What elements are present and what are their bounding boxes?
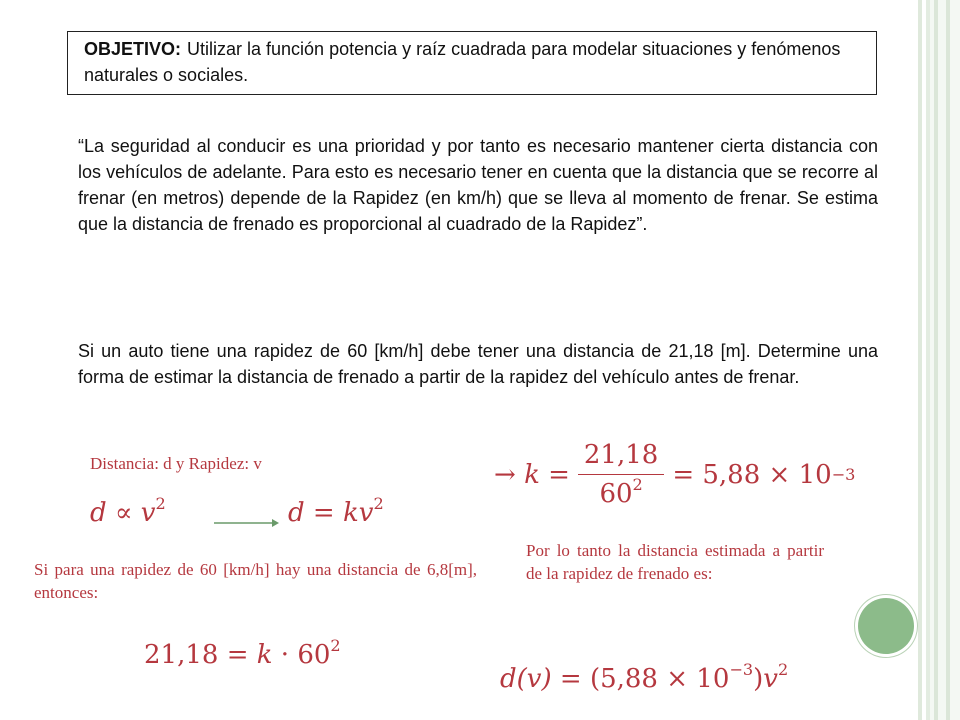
model-eq: =	[312, 498, 335, 528]
objective-text: Utilizar la función potencia y raíz cuadrada para modelar situaciones y fenómenos naturales o sociales.	[84, 39, 841, 85]
substitution-equation	[144, 635, 341, 670]
model-lhs: d	[288, 498, 305, 528]
problem-question: Si un auto tiene una rapidez de 60 [km/h] debe tener una distancia de 21,18 [m]. Determine una forma de estimar la distancia de frenado a partir de la rapidez del vehículo antes de frenar.	[78, 341, 878, 387]
decorative-circle	[858, 598, 914, 654]
prop-left: d	[90, 498, 107, 528]
problem-quote: “La seguridad al conducir es una prioridad y por tanto es necesario mantener cierta distancia con los vehículos de adelante. Para esto es necesario tener en cuenta que la distancia que se recorre al frenar (en metros) depende de la Rapidez (en km/h) que se lleva al momento de frenar. Se estima que la distancia de frenado es proporcional al cuadrado de la Rapidez”.	[78, 136, 878, 234]
prop-symbol: ∝	[114, 498, 133, 528]
proportionality-relation	[90, 493, 166, 528]
final-rhs: = (5,88 × 10	[559, 664, 730, 694]
k-arrow: →	[494, 459, 516, 490]
k-equation: → k = $\frac{21,18}{60^2}$ = 5,88 × 10 −3	[494, 440, 856, 509]
model-equation	[288, 493, 384, 528]
sidebar-stripe	[934, 0, 938, 720]
exponent: 2	[777, 659, 789, 679]
k-denominator: $60^2$	[599, 474, 643, 509]
final-var: v	[763, 664, 778, 694]
final-lhs: d(v)	[500, 664, 552, 694]
eq1-mid: =	[226, 640, 249, 670]
sidebar-stripe	[946, 0, 950, 720]
conclusion-text: Por lo tanto la distancia estimada a partir de la rapidez de frenado es:	[526, 541, 824, 583]
decorative-sidebar	[916, 0, 960, 720]
k-fraction	[578, 440, 664, 509]
exponent: 2	[330, 635, 341, 655]
eq1-lhs: 21,18	[144, 640, 219, 670]
prop-right: v	[140, 498, 156, 528]
objective-box	[67, 31, 877, 95]
exponent: 2	[373, 493, 384, 513]
eq1-var: k	[256, 640, 273, 670]
objective-label: OBJETIVO:	[84, 39, 182, 59]
final-formula	[500, 659, 789, 694]
variables-definition: Distancia: d y Rapidez: v	[90, 454, 262, 473]
k-eq: =	[548, 459, 570, 490]
exponent: 2	[632, 474, 643, 494]
k-result: = 5,88 × 10	[672, 459, 832, 490]
k-var: k	[524, 459, 540, 490]
k-numerator: 21,18	[578, 440, 664, 475]
model-rhs: kv	[342, 498, 374, 528]
condition-text: Si para una rapidez de 60 [km/h] hay una distancia de 6,8[m], entonces:	[34, 560, 477, 602]
final-close: )	[753, 664, 764, 694]
right-arrow-icon	[212, 516, 280, 530]
eq1-rhs: · 60	[280, 640, 331, 670]
final-exponent: −3	[729, 659, 754, 679]
exponent: 2	[155, 493, 166, 513]
